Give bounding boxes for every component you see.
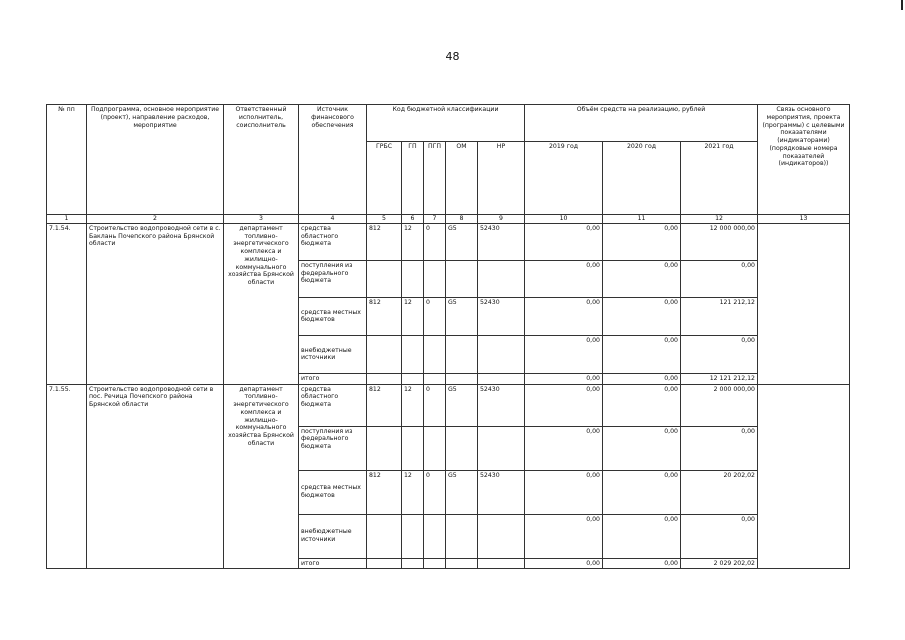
total-label: итого	[299, 558, 367, 569]
header-row	[47, 105, 850, 142]
np-cell: 52430	[478, 470, 525, 514]
total-label: итого	[299, 373, 367, 384]
amount-2020: 0,00	[603, 335, 681, 373]
om-cell: G5	[446, 223, 478, 260]
entry-name: Строительство водопроводной сети в пос. Речица Почепского района Брянской области	[87, 384, 224, 569]
total-2019: 0,00	[525, 373, 603, 384]
header-program: Подпрограмма, основное мероприятие (проект), направление расходов, мероприятие	[87, 105, 224, 215]
col-number: 4	[299, 215, 367, 224]
grbs-cell	[367, 373, 402, 384]
entry-executor: департамент топливно-энергетического комплекса и жилищно-коммунального хозяйства Брянской области	[224, 223, 299, 384]
grbs-cell: 812	[367, 470, 402, 514]
amount-2021: 0,00	[681, 335, 758, 373]
gp-cell: 12	[402, 384, 424, 426]
amount-2020: 0,00	[603, 384, 681, 426]
amount-2019: 0,00	[525, 514, 603, 558]
grbs-cell	[367, 426, 402, 470]
col-number: 5	[367, 215, 402, 224]
subheader-grbs: ГРБС	[367, 142, 402, 215]
pgp-cell	[424, 426, 446, 470]
gp-cell: 12	[402, 297, 424, 335]
table-row	[47, 223, 850, 260]
pgp-cell: 0	[424, 297, 446, 335]
entry-number: 7.1.55.	[47, 384, 87, 569]
col-number: 13	[758, 215, 850, 224]
subheader-2021: 2021 год	[681, 142, 758, 215]
col-number: 9	[478, 215, 525, 224]
np-cell	[478, 335, 525, 373]
gp-cell	[402, 558, 424, 569]
source-cell: средства областного бюджета	[299, 223, 367, 260]
grbs-cell: 812	[367, 223, 402, 260]
amount-2021: 20 202,02	[681, 470, 758, 514]
np-cell	[478, 426, 525, 470]
amount-2020: 0,00	[603, 470, 681, 514]
scan-edge-mark	[901, 0, 903, 10]
gp-cell	[402, 260, 424, 297]
om-cell	[446, 514, 478, 558]
pgp-cell: 0	[424, 384, 446, 426]
om-cell	[446, 260, 478, 297]
amount-2021: 0,00	[681, 514, 758, 558]
gp-cell: 12	[402, 470, 424, 514]
np-cell	[478, 260, 525, 297]
page-number: 48	[445, 50, 460, 63]
subheader-2020: 2020 год	[603, 142, 681, 215]
grbs-cell	[367, 558, 402, 569]
header-executor: Ответственный исполнитель, соисполнитель	[224, 105, 299, 215]
link-cell	[758, 223, 850, 384]
amount-2020: 0,00	[603, 223, 681, 260]
col-number: 7	[424, 215, 446, 224]
gp-cell	[402, 426, 424, 470]
amount-2020: 0,00	[603, 260, 681, 297]
column-number-row	[47, 215, 850, 224]
om-cell	[446, 373, 478, 384]
amount-2019: 0,00	[525, 260, 603, 297]
source-cell: средства местных бюджетов	[299, 297, 367, 335]
grbs-cell	[367, 335, 402, 373]
gp-cell	[402, 373, 424, 384]
om-cell: G5	[446, 384, 478, 426]
pgp-cell: 0	[424, 470, 446, 514]
source-cell: внебюджетные источники	[299, 514, 367, 558]
budget-table	[46, 104, 850, 569]
amount-2021: 121 212,12	[681, 297, 758, 335]
entry-executor: департамент топливно-энергетического комплекса и жилищно-коммунального хозяйства Брянской области	[224, 384, 299, 569]
col-number: 8	[446, 215, 478, 224]
col-number: 12	[681, 215, 758, 224]
gp-cell	[402, 514, 424, 558]
amount-2020: 0,00	[603, 297, 681, 335]
total-2021: 2 029 202,02	[681, 558, 758, 569]
source-cell: средства местных бюджетов	[299, 470, 367, 514]
source-cell: внебюджетные источники	[299, 335, 367, 373]
pgp-cell	[424, 373, 446, 384]
gp-cell: 12	[402, 223, 424, 260]
pgp-cell: 0	[424, 223, 446, 260]
amount-2021: 0,00	[681, 260, 758, 297]
col-number: 1	[47, 215, 87, 224]
amount-2021: 0,00	[681, 426, 758, 470]
amount-2019: 0,00	[525, 335, 603, 373]
np-cell	[478, 558, 525, 569]
subheader-2019: 2019 год	[525, 142, 603, 215]
link-cell	[758, 384, 850, 569]
pgp-cell	[424, 514, 446, 558]
header-source: Источник финансового обеспечения	[299, 105, 367, 215]
om-cell	[446, 335, 478, 373]
header-budget-code: Код бюджетной классификации	[367, 105, 525, 142]
header-no: № пп	[47, 105, 87, 215]
source-cell: поступления из федерального бюджета	[299, 260, 367, 297]
table-row	[47, 384, 850, 426]
subheader-np: НР	[478, 142, 525, 215]
col-number: 2	[87, 215, 224, 224]
total-2019: 0,00	[525, 558, 603, 569]
np-cell	[478, 514, 525, 558]
om-cell: G5	[446, 470, 478, 514]
total-2021: 12 121 212,12	[681, 373, 758, 384]
source-cell: поступления из федерального бюджета	[299, 426, 367, 470]
pgp-cell	[424, 558, 446, 569]
om-cell	[446, 558, 478, 569]
total-2020: 0,00	[603, 373, 681, 384]
source-cell: средства областного бюджета	[299, 384, 367, 426]
col-number: 6	[402, 215, 424, 224]
amount-2019: 0,00	[525, 297, 603, 335]
header-link: Связь основного мероприятия, проекта (программы) с целевыми показателями (индикаторами) (порядковые номера показателей (индикаторов))	[758, 105, 850, 215]
amount-2020: 0,00	[603, 514, 681, 558]
amount-2021: 12 000 000,00	[681, 223, 758, 260]
amount-2019: 0,00	[525, 223, 603, 260]
om-cell	[446, 426, 478, 470]
entry-name: Строительство водопроводной сети в с. Баклань Почепского района Брянской области	[87, 223, 224, 384]
subheader-gp: ГП	[402, 142, 424, 215]
grbs-cell: 812	[367, 297, 402, 335]
amount-2020: 0,00	[603, 426, 681, 470]
pgp-cell	[424, 260, 446, 297]
amount-2019: 0,00	[525, 384, 603, 426]
col-number: 3	[224, 215, 299, 224]
np-cell	[478, 373, 525, 384]
amount-2021: 2 000 000,00	[681, 384, 758, 426]
subheader-om: ОМ	[446, 142, 478, 215]
col-number: 11	[603, 215, 681, 224]
om-cell: G5	[446, 297, 478, 335]
pgp-cell	[424, 335, 446, 373]
grbs-cell: 812	[367, 384, 402, 426]
amount-2019: 0,00	[525, 426, 603, 470]
np-cell: 52430	[478, 384, 525, 426]
col-number: 10	[525, 215, 603, 224]
np-cell: 52430	[478, 223, 525, 260]
subheader-pgp: ПГП	[424, 142, 446, 215]
np-cell: 52430	[478, 297, 525, 335]
grbs-cell	[367, 260, 402, 297]
header-volume: Объём средств на реализацию, рублей	[525, 105, 758, 142]
total-2020: 0,00	[603, 558, 681, 569]
amount-2019: 0,00	[525, 470, 603, 514]
gp-cell	[402, 335, 424, 373]
grbs-cell	[367, 514, 402, 558]
entry-number: 7.1.54.	[47, 223, 87, 384]
